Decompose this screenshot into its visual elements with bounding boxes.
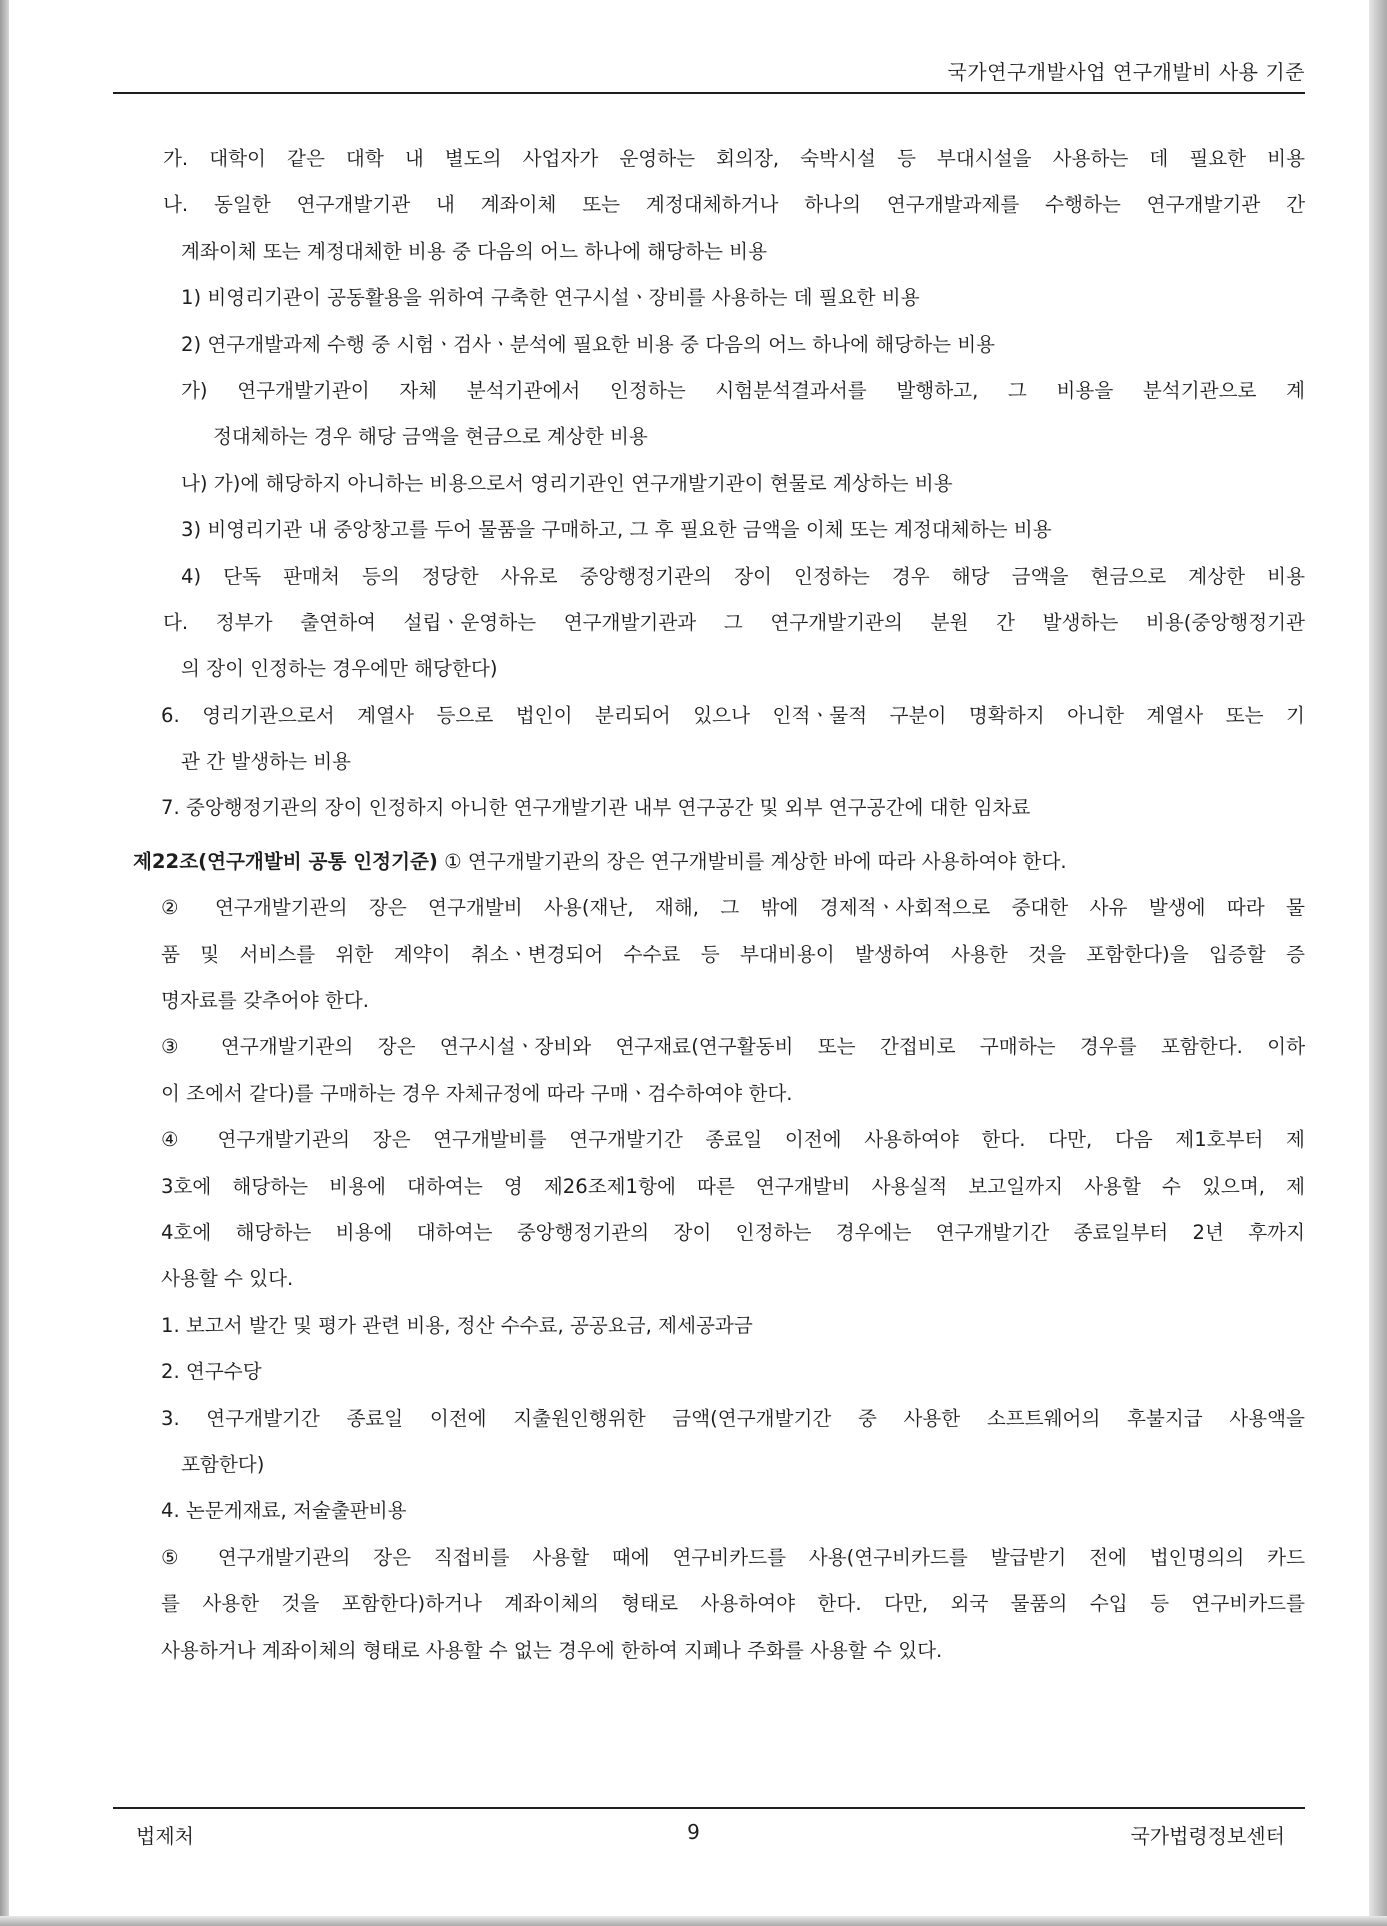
para-4-item-3: 3. 연구개발기간 종료일 이전에 지출원인행위한 금액(연구개발기간 중 사용한 소프트웨어의 후불지급 사용액을 — [161, 1406, 1305, 1430]
item-6: 6. 영리기관으로서 계열사 등으로 법인이 분리되어 있으나 인적ㆍ물적 구분이 명확하지 아니한 계열사 또는 기 — [161, 703, 1305, 727]
item-da-cont: 의 장이 인정하는 경우에만 해당한다) — [181, 657, 498, 681]
para-5-cont: 를 사용한 것을 포함한다)하거나 계좌이체의 형태로 사용하여야 한다. 다만, 외국 물품의 수입 등 연구비카드를 — [161, 1592, 1305, 1616]
para-2-cont: 품 및 서비스를 위한 계약이 취소ㆍ변경되어 수수료 등 부대비용이 발생하여 사용한 것을 포함한다)을 입증할 증 — [161, 942, 1305, 966]
subitem-2-ga-cont: 정대체하는 경우 해당 금액을 현금으로 계상한 비용 — [213, 425, 648, 449]
page-edge-bottom — [0, 1916, 1387, 1926]
item-6-cont: 관 간 발생하는 비용 — [181, 750, 352, 774]
para-4-item-1: 1. 보고서 발간 및 평가 관련 비용, 정산 수수료, 공공요금, 제세공과금 — [161, 1313, 753, 1337]
para-3: ③ 연구개발기관의 장은 연구시설ㆍ장비와 연구재료(연구활동비 또는 간접비로 구매하는 경우를 포함한다. 이하 — [161, 1035, 1305, 1059]
para-5: ⑤ 연구개발기관의 장은 직접비를 사용할 때에 연구비카드를 사용(연구비카드를 발급받기 전에 법인명의의 카드 — [161, 1545, 1305, 1569]
page-header-title: 국가연구개발사업 연구개발비 사용 기준 — [947, 60, 1305, 84]
para-4-item-2: 2. 연구수당 — [161, 1360, 262, 1384]
subitem-3: 3) 비영리기관 내 중앙창고를 두어 물품을 구매하고, 그 후 필요한 금액을 이체 또는 계정대체하는 비용 — [181, 518, 1052, 542]
item-da: 다. 정부가 출연하여 설립ㆍ운영하는 연구개발기관과 그 연구개발기관의 분원 간 발생하는 비용(중앙행정기관 — [163, 610, 1305, 634]
para-4: ④ 연구개발기관의 장은 연구개발비를 연구개발기간 종료일 이전에 사용하여야 한다. 다만, 다음 제1호부터 제 — [161, 1128, 1305, 1152]
subitem-2-ga: 가) 연구개발기관이 자체 분석기관에서 인정하는 시험분석결과서를 발행하고, 그 비용을 분석기관으로 계 — [181, 378, 1305, 402]
para-2-end: 명자료를 갖추어야 한다. — [161, 989, 369, 1013]
page-edge-right — [1369, 0, 1387, 1926]
footer-source: 국가법령정보센터 — [1130, 1824, 1285, 1848]
page-edge-left — [0, 0, 9, 1926]
para-3-end: 이 조에서 같다)를 구매하는 경우 자체규정에 따라 구매ㆍ검수하여야 한다. — [161, 1081, 793, 1105]
para-4-cont2: 4호에 해당하는 비용에 대하여는 중앙행정기관의 장이 인정하는 경우에는 연구개발기간 종료일부터 2년 후까지 — [161, 1220, 1305, 1244]
para-2: ② 연구개발기관의 장은 연구개발비 사용(재난, 재해, 그 밖에 경제적ㆍ사회적으로 중대한 사유 발생에 따라 물 — [161, 896, 1305, 920]
article-title: 제22조(연구개발비 공통 인정기준) — [133, 849, 438, 873]
subitem-4: 4) 단독 판매처 등의 정당한 사유로 중앙행정기관의 장이 인정하는 경우 해당 금액을 현금으로 계상한 비용 — [181, 564, 1305, 588]
para-4-cont: 3호에 해당하는 비용에 대하여는 영 제26조제1항에 따른 연구개발비 사용실적 보고일까지 사용할 수 있으며, 제 — [161, 1174, 1305, 1198]
subitem-2: 2) 연구개발과제 수행 중 시험ㆍ검사ㆍ분석에 필요한 비용 중 다음의 어느 하나에 해당하는 비용 — [181, 332, 996, 356]
article-para-1: ① 연구개발기관의 장은 연구개발비를 계상한 바에 따라 사용하여야 한다. — [444, 849, 1067, 873]
para-4-end: 사용할 수 있다. — [161, 1267, 294, 1291]
para-5-end: 사용하거나 계좌이체의 형태로 사용할 수 없는 경우에 한하여 지폐나 주화를 사용할 수 있다. — [161, 1638, 943, 1662]
item-na-cont: 계좌이체 또는 계정대체한 비용 중 다음의 어느 하나에 해당하는 비용 — [181, 239, 768, 263]
footer-divider — [113, 1807, 1305, 1809]
para-4-item-3-cont: 포함한다) — [181, 1452, 265, 1476]
page-number: 9 — [687, 1820, 700, 1844]
item-na: 나. 동일한 연구개발기관 내 계좌이체 또는 계정대체하거나 하나의 연구개발과제를 수행하는 연구개발기관 간 — [163, 193, 1305, 217]
item-7: 7. 중앙행정기관의 장이 인정하지 아니한 연구개발기관 내부 연구공간 및 외부 연구공간에 대한 임차료 — [161, 796, 1031, 820]
article-22-heading — [113, 839, 1305, 885]
document-body — [113, 136, 1305, 1674]
subitem-2-na: 나) 가)에 해당하지 아니하는 비용으로서 영리기관인 연구개발기관이 현물로 계상하는 비용 — [181, 471, 953, 495]
item-ga: 가. 대학이 같은 대학 내 별도의 사업자가 운영하는 회의장, 숙박시설 등 부대시설을 사용하는 데 필요한 비용 — [163, 147, 1305, 170]
footer-publisher: 법제처 — [136, 1824, 194, 1848]
subitem-1: 1) 비영리기관이 공동활용을 위하여 구축한 연구시설ㆍ장비를 사용하는 데 필요한 비용 — [181, 286, 920, 310]
header-divider — [113, 92, 1305, 94]
para-4-item-4: 4. 논문게재료, 저술출판비용 — [161, 1499, 407, 1523]
